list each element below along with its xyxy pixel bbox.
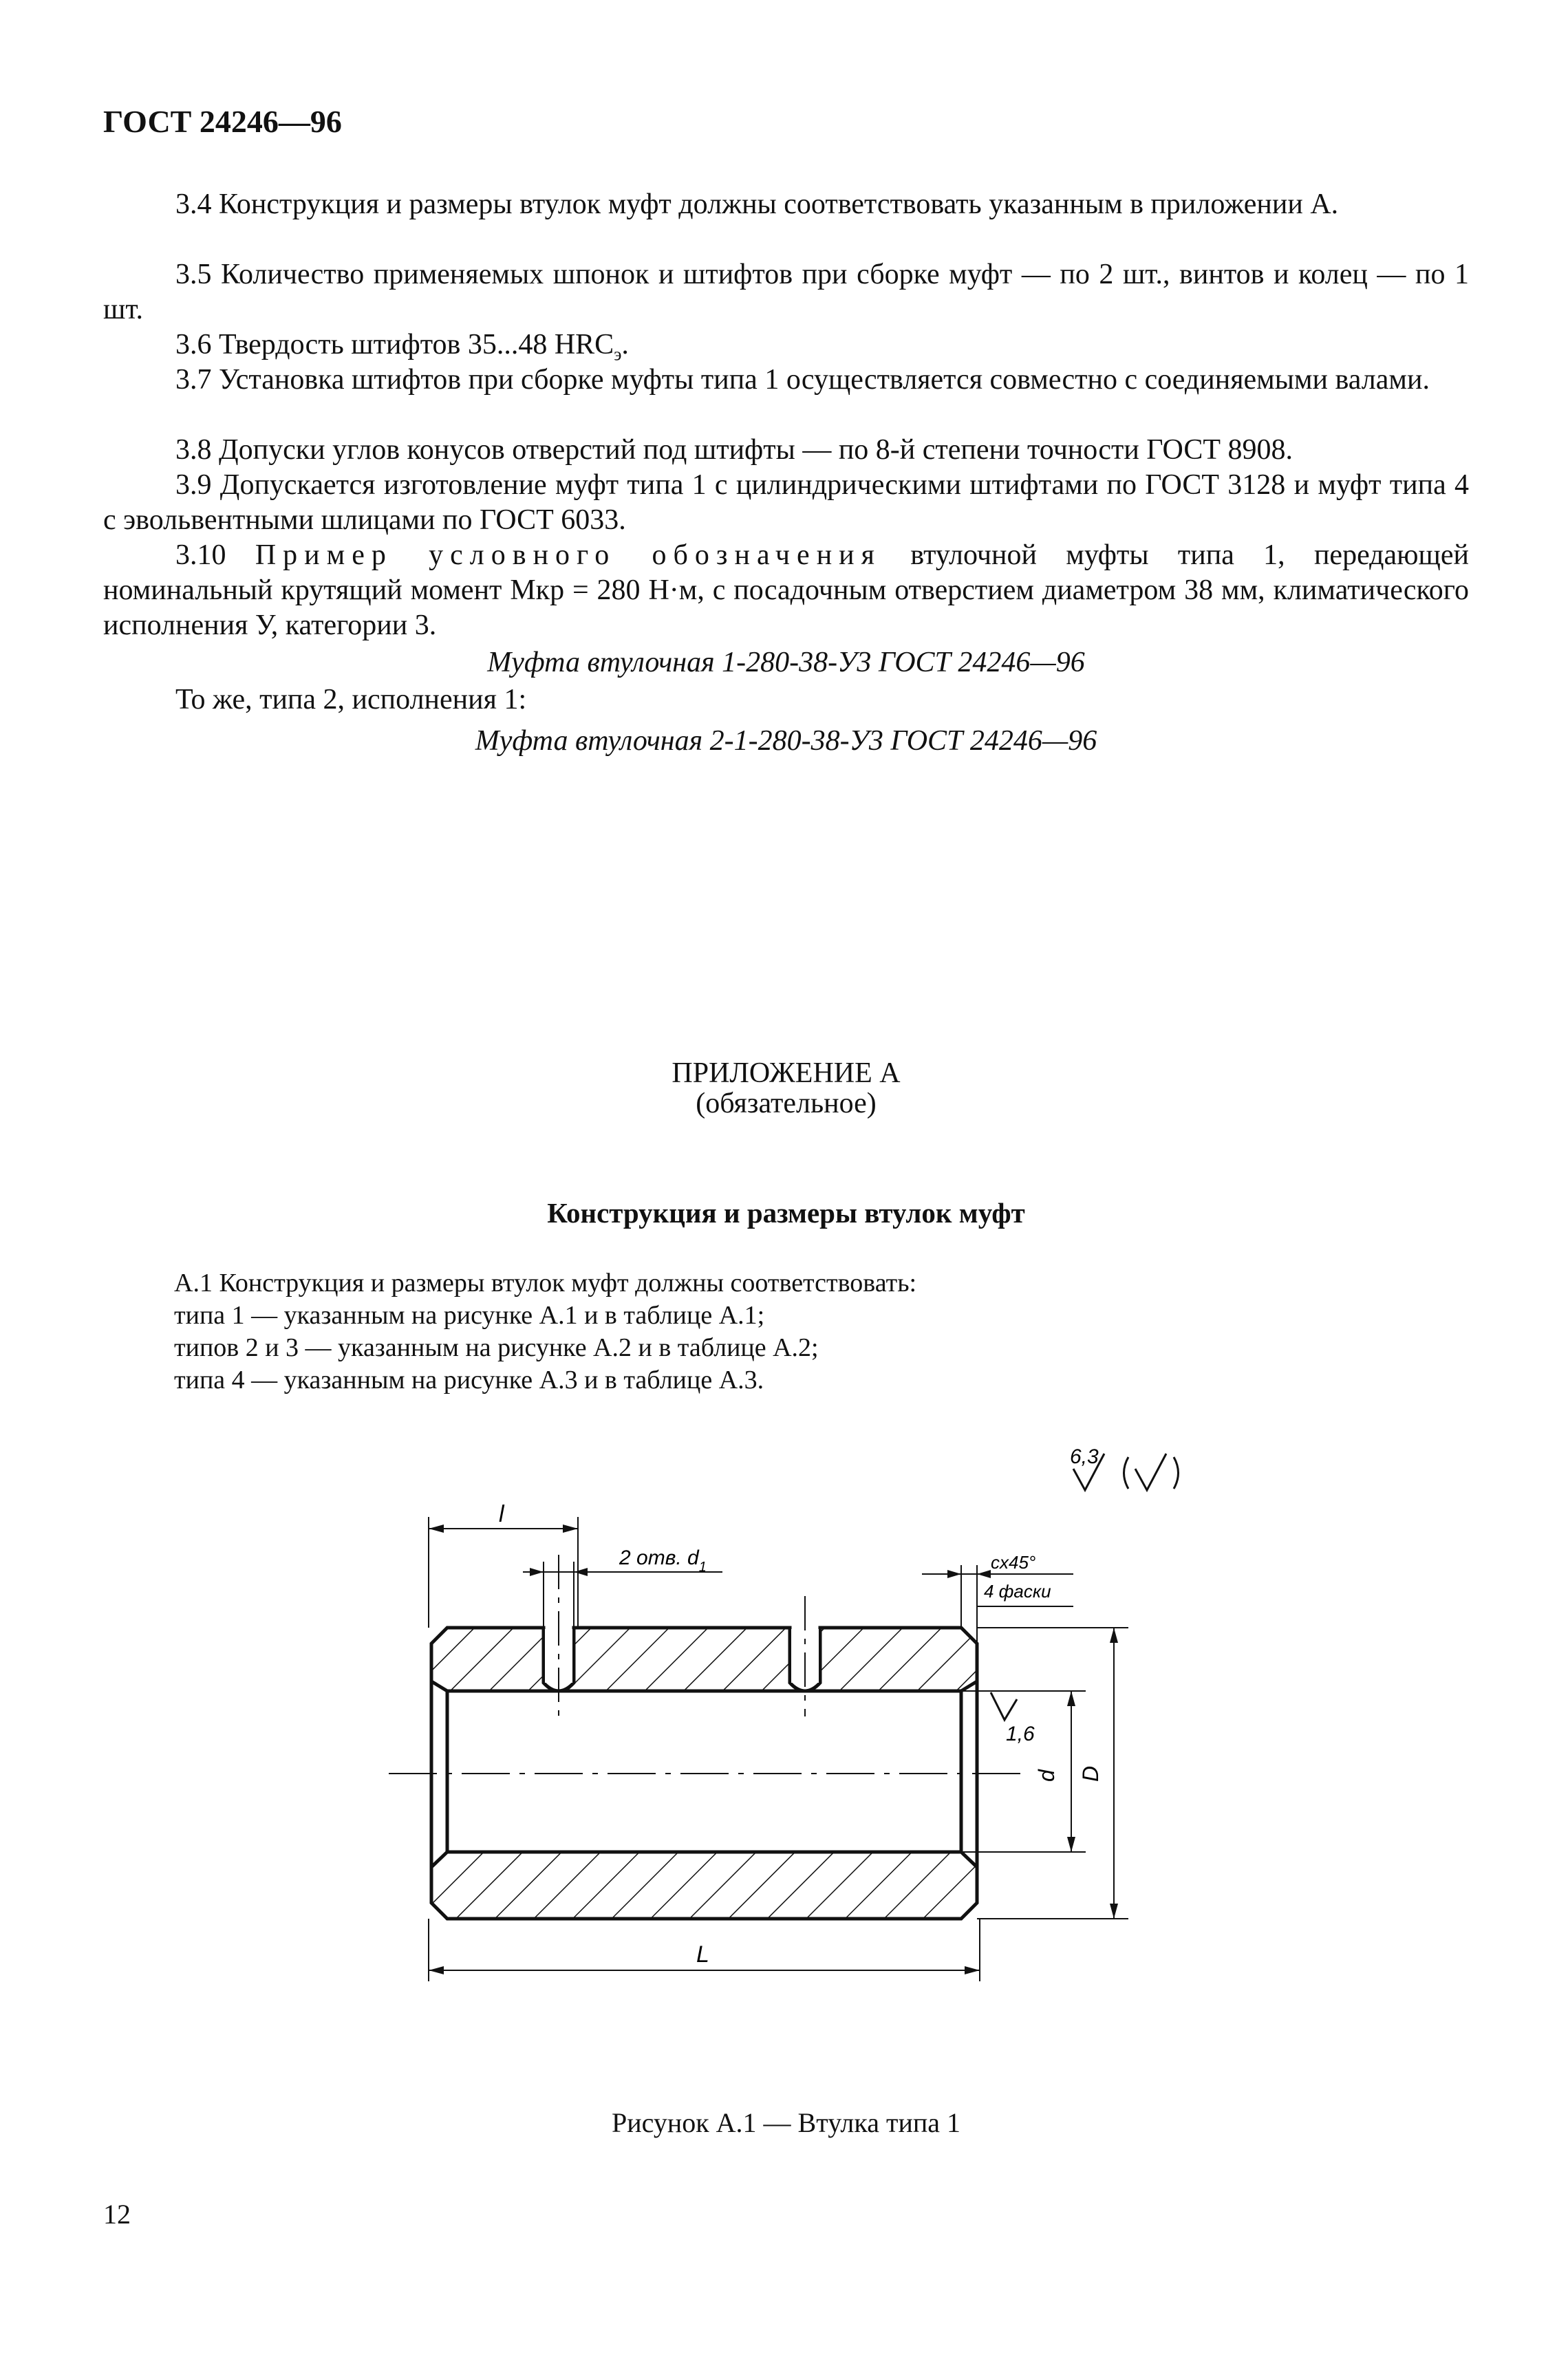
chamfer-count-label: 4 фаски	[984, 1581, 1051, 1602]
dimension-L-label: L	[696, 1941, 709, 1968]
example-label-spaced: Пример условного обозначения	[255, 539, 881, 571]
designation-example-2: Муфта втулочная 2-1-280-38-У3 ГОСТ 24246—96	[475, 725, 1097, 757]
document-header: ГОСТ 24246—96	[103, 104, 342, 139]
dimension-D-label: D	[1078, 1765, 1103, 1782]
dimension-l-label: l	[499, 1501, 504, 1527]
appendix-subtitle: (обязательное)	[696, 1088, 877, 1119]
paragraph-3-8: 3.8 Допуски углов конусов отверстий под штифты — по 8-й степени точности ГОСТ 8908.	[175, 434, 1293, 466]
chamfer-label: cx45°	[991, 1552, 1036, 1573]
roughness-bore-icon	[991, 1692, 1035, 1745]
appendix-heading: Конструкция и размеры втулок муфт	[547, 1197, 1025, 1229]
roughness-general-value: 6,3	[1070, 1445, 1099, 1468]
paragraph-3-4: 3.4 Конструкция и размеры втулок муфт должны соответствовать указанным в приложении А.	[175, 188, 1339, 220]
dimension-d-label: d	[1034, 1769, 1059, 1782]
roughness-general-icon	[1070, 1445, 1179, 1490]
appendix-line-3: типов 2 и 3 — указанным на рисунке А.2 и в таблице А.2;	[174, 1333, 819, 1362]
appendix-title: ПРИЛОЖЕНИЕ А	[672, 1057, 901, 1089]
holes-label: 2 отв. $d_1$	[619, 1547, 707, 1575]
paragraph-3-10-number: 3.10	[175, 539, 226, 571]
paragraph-3-9: 3.9 Допускается изготовление муфт типа 1 с цилиндрическими штифтами по ГОСТ 3128 и муфт типа 4 с эвольвентными шлицами по ГОСТ 6033.	[103, 469, 1469, 536]
bushing-drawing	[0, 1431, 1568, 2050]
same-type-text: То же, типа 2, исполнения 1:	[175, 684, 527, 715]
figure-caption: Рисунок А.1 — Втулка типа 1	[611, 2107, 961, 2138]
roughness-bore-value: 1,6	[1006, 1723, 1035, 1745]
paragraph-3-5: 3.5 Количество применяемых шпонок и штифтов при сборке муфт — по 2 шт., винтов и колец — по 1 шт.	[103, 259, 1469, 325]
paragraph-3-7: 3.7 Установка штифтов при сборке муфты типа 1 осуществляется совместно с соединяемыми валами.	[175, 364, 1430, 396]
paragraph-3-10-text: втулочной муфты типа 1, передающей номинальный крутящий момент Mкр = 280 Н·м, с посадочным отверстием диаметром 38 мм, климатического исполнения У, категории 3.	[103, 539, 1470, 641]
appendix-line-4: типа 4 — указанным на рисунке А.3 и в таблице А.3.	[174, 1366, 764, 1394]
appendix-line-2: типа 1 — указанным на рисунке А.1 и в таблице А.1;	[174, 1301, 765, 1330]
paragraph-3-6: 3.6 Твердость штифтов 35...48 $HRC_э$.	[175, 329, 629, 365]
page-number: 12	[103, 2199, 131, 2230]
appendix-line-1: А.1 Конструкция и размеры втулок муфт должны соответствовать:	[174, 1269, 917, 1297]
designation-example-1: Муфта втулочная 1-280-38-У3 ГОСТ 24246—96	[487, 647, 1085, 678]
paragraph-3-10	[103, 538, 1469, 643]
